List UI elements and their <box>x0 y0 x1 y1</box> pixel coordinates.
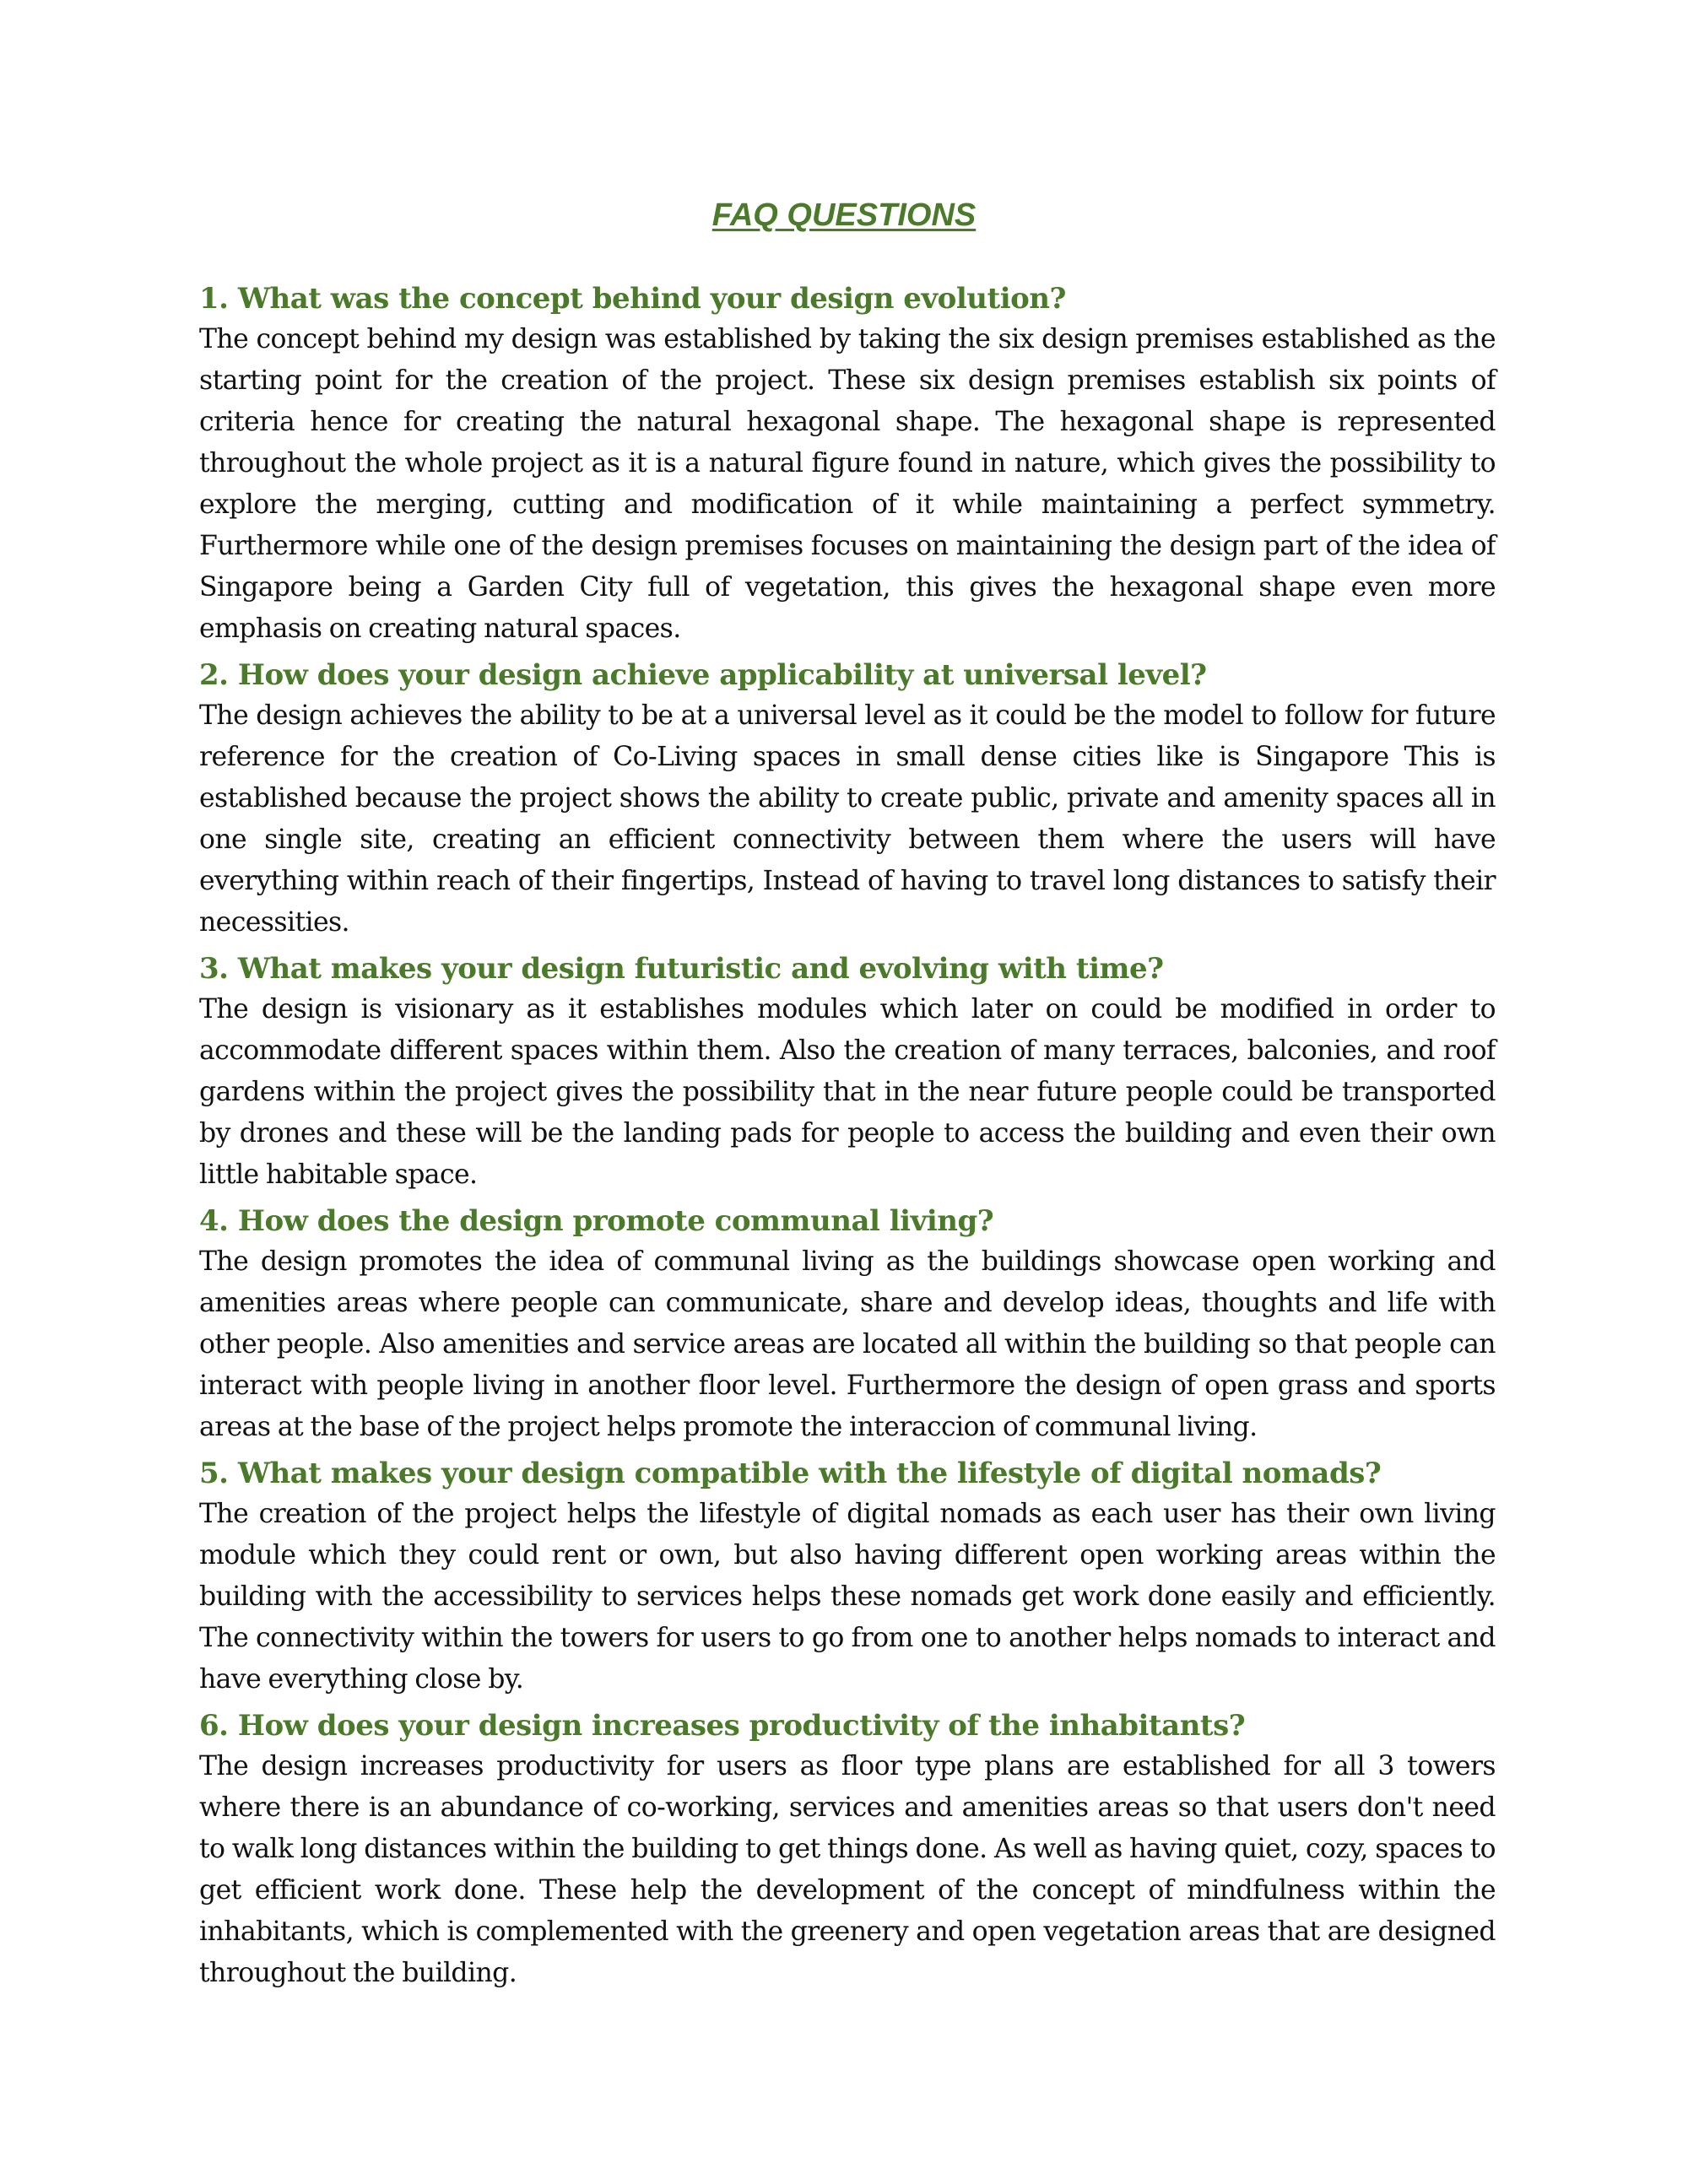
faq-question: 2. How does your design achieve applicability at universal level? <box>199 658 1207 692</box>
faq-item-1 <box>199 278 1496 650</box>
faq-item-6 <box>199 1706 1496 1994</box>
faq-answer: The design is visionary as it establishes modules which later on could be modified in order to accommodate different spaces within them. Also the creation of many terraces, balconies, and roof gardens within the project gives the possibility that in the near future people could be transported by drones and these will be the landing pads for people to access the building and even their own little habitable space. <box>199 994 1496 1190</box>
faq-answer: The design increases productivity for users as floor type plans are established for all 3 towers where there is an abundance of co-working, services and amenities areas so that users don't need to walk long distances within the building to get things done. As well as having quiet, cozy, spaces to get efficient work done. These help the development of the concept of mindfulness within the inhabitants, which is complemented with the greenery and open vegetation areas that are designed throughout the building. <box>199 1751 1496 1988</box>
faq-question: 5. What makes your design compatible with the lifestyle of digital nomads? <box>199 1457 1382 1490</box>
faq-answer: The design achieves the ability to be at a universal level as it could be the model to follow for future reference for the creation of Co-Living spaces in small dense cities like is Singapore This is established because the project shows the ability to create public, private and amenity spaces all in one single site, creating an efficient connectivity between them where the users will have everything within reach of their fingertips, Instead of having to travel long distances to satisfy their necessities. <box>199 700 1496 938</box>
faq-answer: The concept behind my design was established by taking the six design premises established as the starting point for the creation of the project. These six design premises establish six points of criteria hence for creating the natural hexagonal shape. The hexagonal shape is represented throughout the whole project as it is a natural figure found in nature, which gives the possibility to explore the merging, cutting and modification of it while maintaining a perfect symmetry. Furthermore while one of the design premises focuses on maintaining the design part of the idea of Singapore being a Garden City full of vegetation, this gives the hexagonal shape even more emphasis on creating natural spaces. <box>199 324 1496 644</box>
faq-answer: The design promotes the idea of communal living as the buildings showcase open working and amenities areas where people can communicate, share and develop ideas, thoughts and life with other people. Also amenities and service areas are located all within the building so that people can interact with people living in another floor level. Furthermore the design of open grass and sports areas at the base of the project helps promote the interaccion of communal living. <box>199 1246 1496 1442</box>
faq-item-2 <box>199 655 1496 943</box>
faq-item-5 <box>199 1453 1496 1700</box>
faq-item-4 <box>199 1201 1496 1448</box>
faq-answer: The creation of the project helps the lifestyle of digital nomads as each user has their own living module which they could rent or own, but also having different open working areas within the building with the accessibility to services helps these nomads get work done easily and efficiently. The connectivity within the towers for users to go from one to another helps nomads to interact and have everything close by. <box>199 1499 1496 1695</box>
faq-list <box>199 278 1496 1999</box>
faq-question: 3. What makes your design futuristic and evolving with time? <box>199 952 1164 986</box>
faq-question: 1. What was the concept behind your design evolution? <box>199 282 1066 316</box>
faq-item-3 <box>199 949 1496 1196</box>
faq-question: 4. How does the design promote communal living? <box>199 1204 994 1238</box>
page-title: FAQ QUESTIONS <box>711 197 977 233</box>
faq-question: 6. How does your design increases productivity of the inhabitants? <box>199 1709 1246 1743</box>
